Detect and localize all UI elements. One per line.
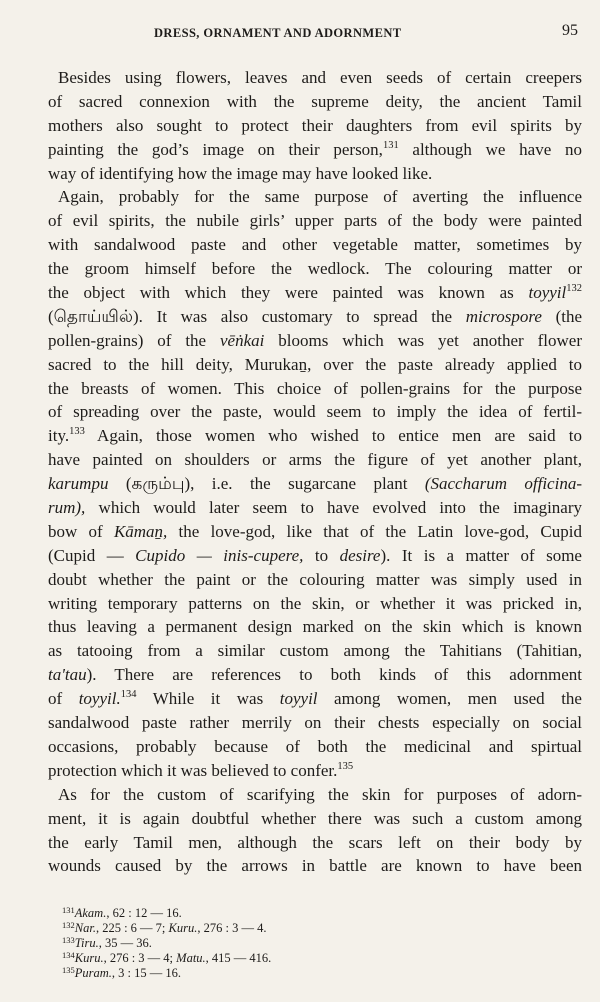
italic-text: Tiru. [74,936,99,950]
text-line [48,329,582,353]
text-line [48,759,582,783]
text-line [48,162,582,186]
text-line [48,854,582,878]
footnote [62,936,502,951]
text-line [48,448,582,472]
italic-text: ta'tau [48,665,87,685]
text-line [48,472,582,496]
text-line [48,90,582,114]
text-line [48,592,582,616]
text-run: ). It is a matter of some [380,545,582,565]
text-run: of evil spirits, the nubile girls’ upper parts of the body were painted [48,211,582,231]
footnote-ref: 132 [62,920,75,930]
text-line [48,735,582,759]
text-run: , 35 — 36. [98,936,152,950]
footnote [62,906,502,921]
text-line [48,305,582,329]
text-line [48,424,582,448]
italic-text: vēṅkai [220,330,265,350]
italic-text: desire [339,545,381,565]
text-run: among women, men used the [317,689,582,709]
text-run: of [48,689,79,709]
text-run: wounds caused by the arrows in battle are known to have been [48,856,582,876]
text-run: which would later seem to have evolved into the imaginary [85,498,582,518]
text-run: with sandalwood paste and other vegetable matter, sometimes by [48,235,582,255]
text-run: pollen-grains) of the [48,330,221,350]
italic-text: Kuru. [168,921,198,935]
text-run: , 276 : 3 — 4; [103,951,177,965]
page-header [58,22,578,44]
text-line [48,209,582,233]
page-number: 95 [562,22,578,39]
text-run: Again, those women who wished to entice men are said to [84,426,582,446]
body-text [48,66,582,878]
text-run: Again, probably for the same purpose of averting the influence [58,187,582,207]
text-line [48,114,582,138]
text-run: protection which it was believed to confer. [48,760,338,780]
text-run: As for the custom of scarifying the skin for purposes of adorn- [58,784,582,804]
italic-text: microspore [465,306,542,326]
text-run: (Cupid — [48,545,136,565]
text-run: thus leaving a permanent design marked on the skin which is known [48,617,582,637]
italic-text: Kuru. [74,951,104,965]
footnote [62,951,502,966]
text-run: the early Tamil men, although the scars left on their body by [48,832,582,852]
footnote-ref: 134 [62,950,75,960]
text-line [48,544,582,568]
text-run: as tatooing from a similar custom among the Tahitians (Tahitian, [48,641,582,661]
footnote [62,921,502,936]
text-line [48,496,582,520]
text-line [48,687,582,711]
text-line [48,711,582,735]
italic-text: toyyil [528,283,567,303]
text-run: occasions, probably because of both the medicinal and spirtual [48,736,582,756]
footnote-ref: 131 [62,905,75,915]
footnote-ref: 133 [69,426,85,438]
footnote-ref: 135 [62,965,75,975]
text-line [48,783,582,807]
text-run: , 225 : 6 — 7; [95,921,169,935]
footnote-ref: 132 [566,283,582,295]
text-line [48,377,582,401]
text-run: of spreading over the paste, would seem to imply the idea of fertil- [48,402,582,422]
text-run: to [303,545,340,565]
text-line [48,185,582,209]
text-run: ). There are references to both kinds of this adornment [86,665,582,685]
italic-text: toyyil [279,689,318,709]
text-line [48,663,582,687]
italic-text: (Saccharum officina- [424,474,582,494]
text-line [48,233,582,257]
text-run: the groom himself before the wedlock. The colouring matter or [48,259,582,279]
text-run: the object with which they were painted was known as [48,283,529,303]
text-line [48,281,582,305]
italic-text: toyyil. [78,689,121,709]
footnote-ref: 134 [120,689,137,701]
footnote-ref: 135 [337,760,354,772]
text-run: blooms which was yet another flower [264,330,582,350]
italic-text: karumpu [48,474,109,494]
text-run: bow of [48,521,114,541]
text-run: (கரும்பு), i.e. the sugarcane plant [108,474,425,494]
text-run: mothers also sought to protect their daughters from evil spirits by [48,115,582,135]
italic-text: Akam. [74,906,107,920]
text-run: although we have no [398,139,582,159]
text-line [48,138,582,162]
text-run: (தொய்யில்). It was also customary to spread the [48,306,466,326]
italic-text: Cupido — inis-cupere, [135,545,304,565]
text-line [48,568,582,592]
text-run: ment, it is again doubtful whether there was such a custom among [48,808,582,828]
text-run: , 62 : 12 — 16. [106,906,182,920]
text-run: (the [541,306,582,326]
italic-text: Nar. [74,921,96,935]
text-run: sandalwood paste rather merrily on their chests especially on social [48,713,582,733]
text-run: have painted on shoulders or arms the figure of yet another plant, [48,450,582,470]
text-line [48,615,582,639]
italic-text: Kāmaṉ, [113,521,168,541]
text-line [48,807,582,831]
text-run: painting the god’s image on their person, [48,139,383,159]
text-run: , 415 — 416. [205,951,272,965]
text-run: While it was [136,689,280,709]
text-line [48,831,582,855]
text-run: Besides using flowers, leaves and even seeds of certain creepers [58,68,582,87]
text-run: way of identifying how the image may have looked like. [48,163,433,183]
text-run: the breasts of women. This choice of pollen-grains for the purpose [48,378,582,398]
footnote-ref: 131 [382,139,399,151]
text-run: doubt whether the paint or the colouring matter was simply used in [48,569,582,589]
text-run: ity. [48,426,70,446]
footnotes [62,906,502,981]
text-line [48,520,582,544]
italic-text: Puram. [74,966,112,980]
text-run: the love-god, like that of the Latin love-god, Cupid [167,521,582,541]
text-run: writing temporary patterns on the skin, or whether it was pricked in, [48,593,582,613]
text-line [48,639,582,663]
text-run: sacred to the hill deity, Murukaṉ, over the paste already applied to [48,354,582,374]
running-head: DRESS, ORNAMENT AND ADORNMENT [154,26,402,40]
footnote-ref: 133 [62,935,75,945]
text-line [48,400,582,424]
text-run: , 276 : 3 — 4. [197,921,267,935]
footnote [62,966,502,981]
text-run: of sacred connexion with the supreme deity, the ancient Tamil [48,91,582,111]
text-run: , 3 : 15 — 16. [111,966,182,980]
italic-text: rum), [48,498,86,518]
text-line [48,66,582,90]
text-line [48,257,582,281]
text-line [48,353,582,377]
italic-text: Matu. [176,951,206,965]
